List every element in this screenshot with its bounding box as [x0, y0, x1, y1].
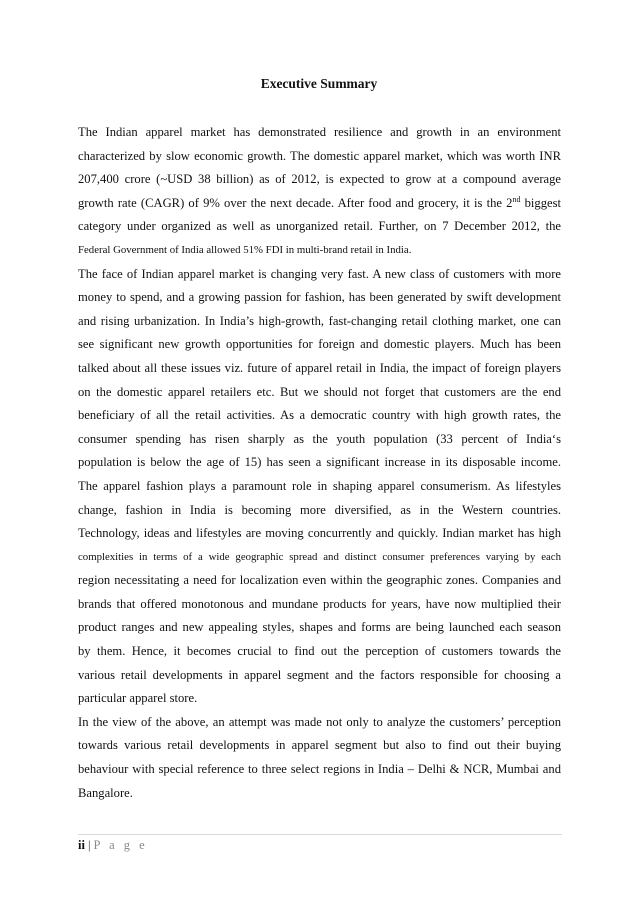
page-title: Executive Summary: [260, 76, 378, 91]
footer-separator: |: [87, 838, 91, 852]
superscript: nd: [512, 194, 521, 204]
text-line: by them. Hence, it becomes crucial to find out the perception of customers towards the: [78, 644, 561, 659]
text-line: characterized by slow economic growth. The domestic apparel market, which was worth INR: [78, 148, 561, 163]
text-line: see significant new growth opportunities for foreign and domestic players. Much has been: [78, 337, 561, 352]
text-line: particular apparel store.: [78, 691, 198, 706]
text-line: 207,400 crore (~USD 38 billion) as of 2012, is expected to grow at a compound average: [78, 172, 561, 187]
text-line: In the view of the above, an attempt was made not only to analyze the customers’ perception: [78, 714, 561, 729]
text-line: talked about all these issues viz. future of apparel retail in India, the impact of foreign players: [78, 360, 561, 375]
page-number: ii: [78, 838, 85, 852]
text-line: complexities in terms of a wide geographic spread and distinct consumer preferences varying by each: [78, 550, 561, 563]
text-line: Federal Government of India allowed 51% FDI in multi-brand retail in India.: [78, 243, 412, 256]
text-line: category under organized as well as unorganized retail. Further, on 7 December 2012, the: [78, 219, 561, 234]
text-line: beneficiary of all the retail activities. As a democratic country with high growth rates, the: [78, 408, 561, 423]
text-line-with-superscript: [78, 192, 561, 216]
text-fragment: growth rate (CAGR) of 9% over the next decade. After food and grocery, it is the 2: [78, 195, 513, 210]
text-line: and rising urbanization. In India’s high-growth, fast-changing retail clothing market, one can: [78, 313, 561, 328]
text-line: The face of Indian apparel market is changing very fast. A new class of customers with more: [78, 266, 561, 281]
text-line: Technology, ideas and lifestyles are moving concurrently and quickly. Indian market has high: [78, 526, 561, 541]
text-line: brands that offered monotonous and mundane products for years, have now multiplied their: [78, 596, 561, 611]
page-label: P a g e: [93, 838, 148, 852]
text-line: product ranges and new appealing styles, shapes and forms are being launched each season: [78, 620, 561, 635]
body-text: [78, 121, 561, 805]
page-footer: [78, 838, 148, 853]
text-line: behaviour with special reference to three select regions in India – Delhi & NCR, Mumbai and: [78, 762, 561, 777]
text-line: Bangalore.: [78, 785, 133, 800]
text-line: on the domestic apparel retailers etc. But we should not forget that customers are the end: [78, 384, 561, 399]
text-fragment: biggest: [520, 195, 562, 210]
text-line: change, fashion in India is becoming more diversified, as in the Western countries.: [78, 502, 561, 517]
text-line: population is below the age of 15) has seen a significant increase in its disposable income.: [78, 455, 561, 470]
text-line: money to spend, and a growing passion for fashion, has been generated by swift development: [78, 290, 561, 305]
text-line: The apparel fashion plays a paramount role in shaping apparel consumerism. As lifestyles: [78, 478, 561, 493]
text-line: consumer spending has risen sharply as the youth population (33 percent of India‘s: [78, 431, 561, 446]
text-line: region necessitating a need for localization even within the geographic zones. Companies and: [78, 573, 561, 588]
footer-divider: [78, 834, 562, 835]
text-line: The Indian apparel market has demonstrated resilience and growth in an environment: [78, 125, 561, 139]
text-line: towards various retail developments in apparel segment but also to find out their buying: [78, 738, 561, 753]
text-line: various retail developments in apparel segment and the factors responsible for choosing a: [78, 667, 561, 682]
